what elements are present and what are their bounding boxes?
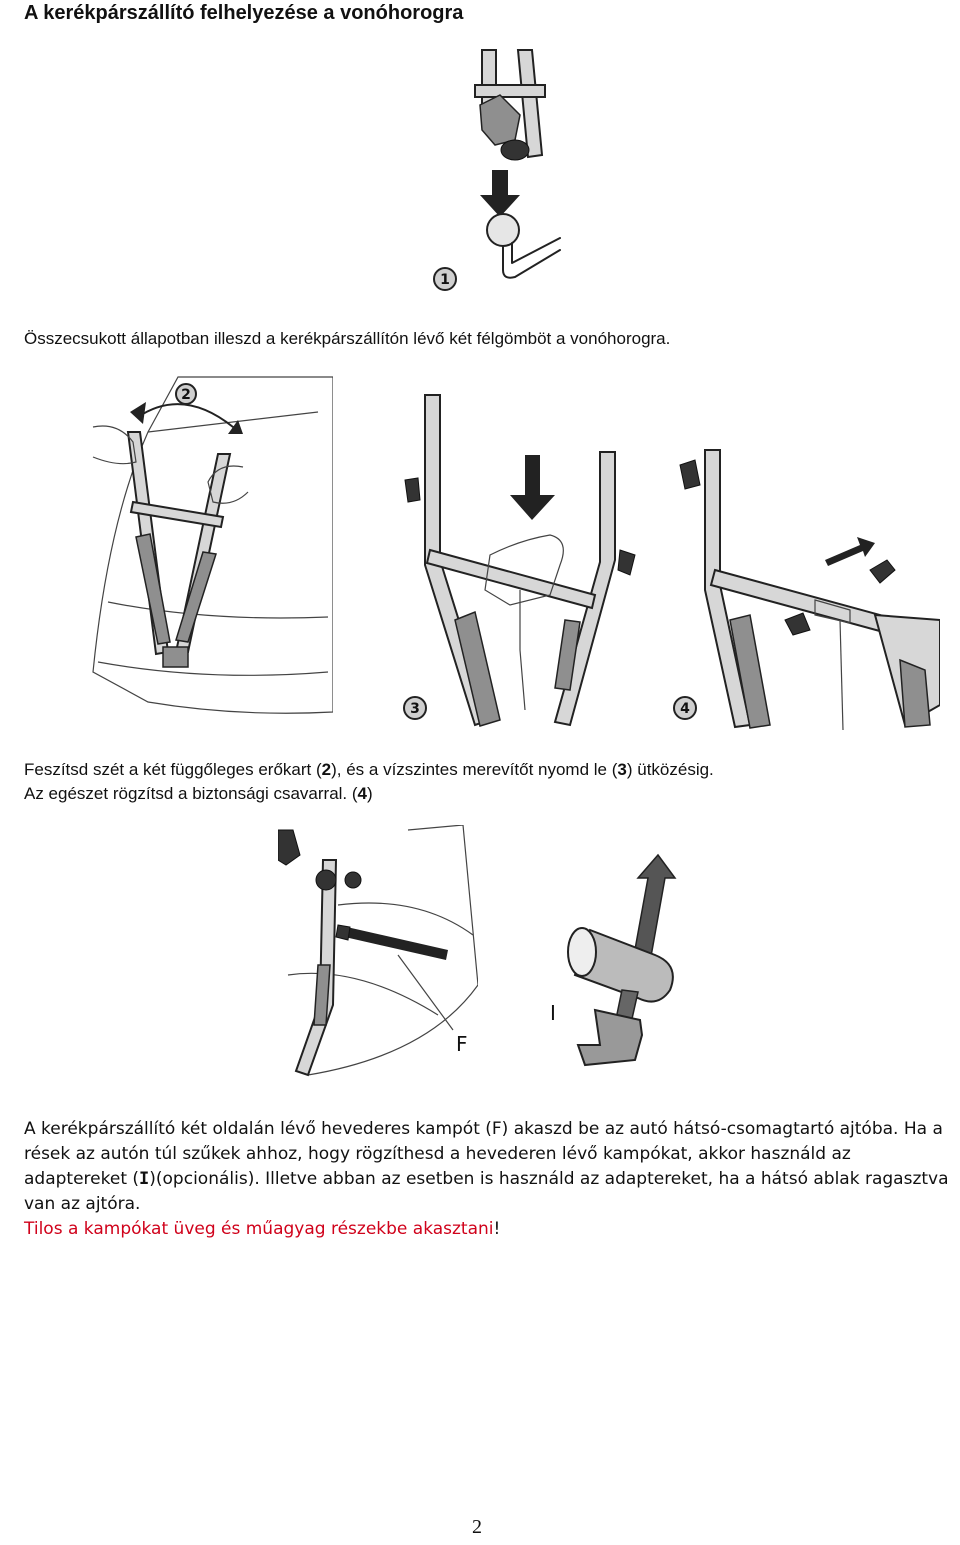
svg-text:4: 4 (680, 701, 690, 717)
illustration-strap-hook (278, 825, 478, 1080)
illustration-step-4 (675, 445, 940, 730)
svg-text:2: 2 (181, 387, 191, 403)
label-f: F (456, 1032, 468, 1056)
illustration-adapter (540, 850, 690, 1075)
warning-text: Tilos a kampókat üveg és műagyag részekbe akasztani (24, 1219, 494, 1239)
step-1-caption: Összecsukott állapotban illeszd a kerékpárszállítón lévő két félgömböt a vonóhorogra. (24, 329, 671, 348)
step-hook-caption: A kerékpárszállító két oldalán lévő hevederes kampót (F) akaszd be az autó hátsó-csomagtartó ajtóba. Ha a rések az autón túl szűkek ahhoz, hogy rögzíthesd a hevederen lévő kampókat, akkor használd az adaptereket (I)(opcionális). Illetve abban az esetben is használd az adaptereket, ha a hátsó ablak ragasztva van az ajtóra. Tilos a kampókat üveg és műagyag részekbe akasztani! (24, 1119, 949, 1239)
illustration-step-2 (88, 372, 333, 727)
caption-line-2: Az egészet rögzítsd a biztonsági csavarral. (4) (24, 784, 373, 803)
svg-text:1: 1 (440, 272, 450, 288)
caption-line-1: Feszítsd szét a két függőleges erőkart (2), és a vízszintes merevítőt nyomd le (3) ütközésig. (24, 760, 714, 779)
page-number: 2 (472, 1516, 482, 1538)
illustration-step-1 (420, 45, 570, 295)
step-2-4-caption (24, 758, 714, 806)
label-i: I (550, 1001, 556, 1025)
illustration-step-3 (400, 390, 710, 728)
page-title: A kerékpárszállító felhelyezése a vonóhorogra (24, 2, 464, 24)
svg-text:3: 3 (410, 701, 420, 717)
